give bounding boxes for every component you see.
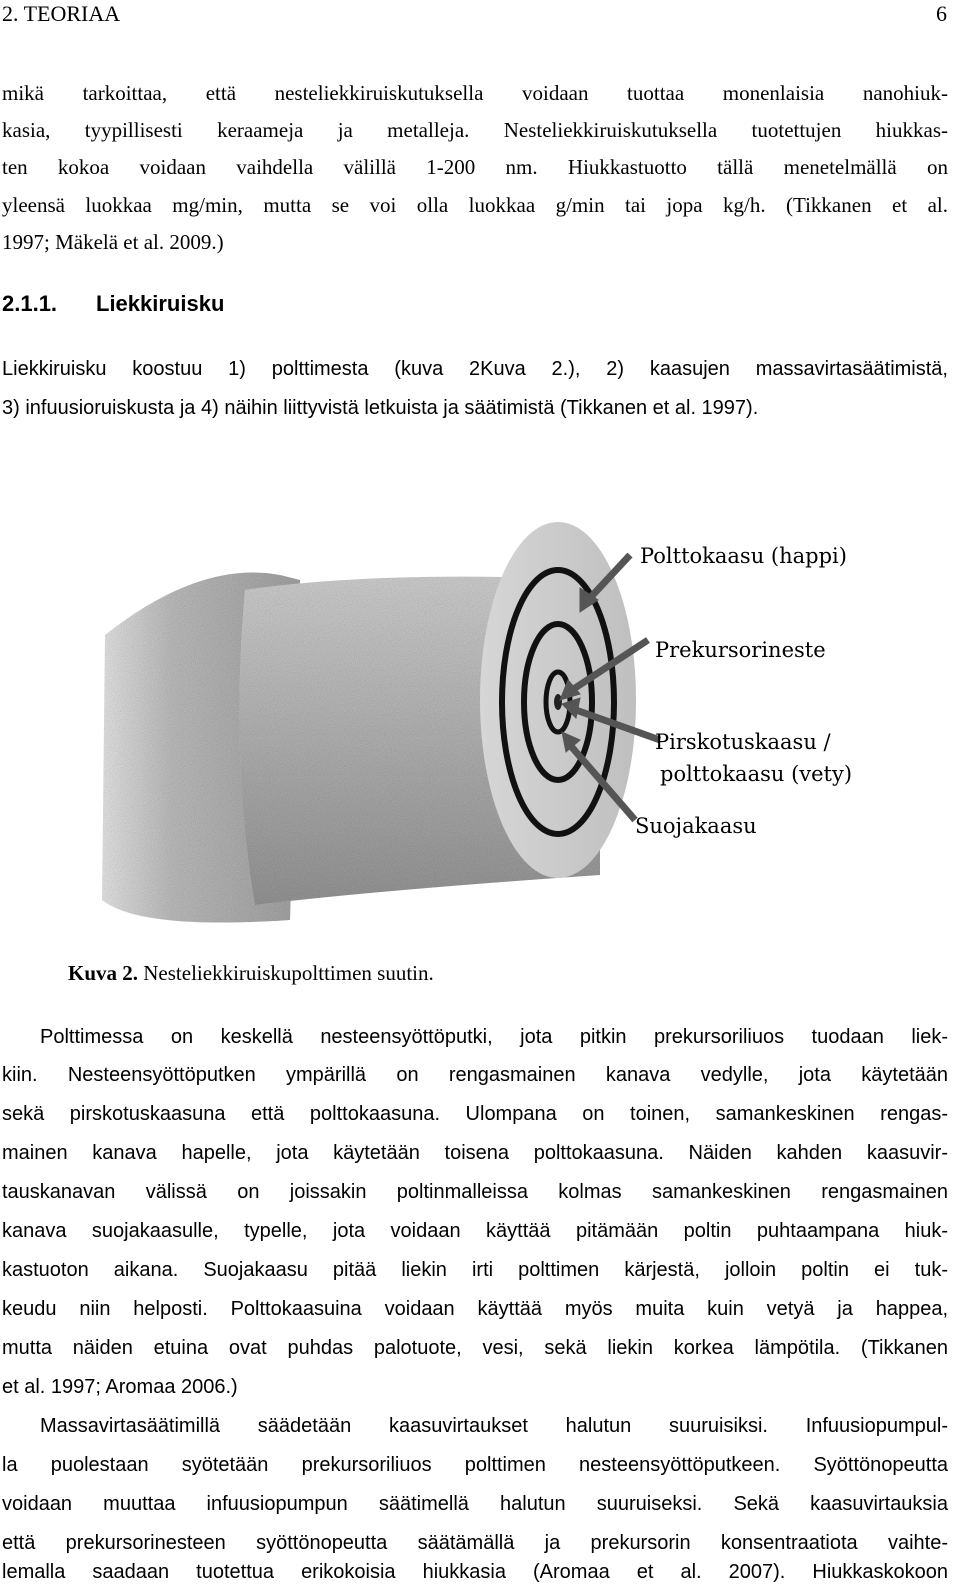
chapter-title: 2. TEORIAA — [2, 1, 121, 26]
label-suojakaasu: Suojakaasu — [635, 814, 757, 838]
paragraph-line: kastuoton aikana. Suojakaasu pitää liekin irti polttimen kärjestä, jolloin poltin ei tuk- — [2, 1259, 948, 1281]
paragraph-line: sekä pirskotuskaasuna että polttokaasuna. Ulompana on toinen, samankeskinen rengas- — [2, 1103, 948, 1125]
paragraph-line: 3) infuusioruiskusta ja 4) näihin liittyvistä letkuista ja säätimistä (Tikkanen et al. 1997). — [2, 397, 759, 419]
label-polttokaasu-happi: Polttokaasu (happi) — [640, 544, 847, 568]
paragraph-line: että prekursorinesteen syöttönopeutta säätämällä ja prekursorin konsentraatiota vaihte- — [2, 1532, 948, 1554]
section-title: Liekkiruisku — [96, 291, 225, 316]
figure-caption — [68, 960, 434, 986]
paragraph-line: la puolestaan syötetään prekursoriliuos polttimen nesteensyöttöputkeen. Syöttönopeutta — [2, 1454, 948, 1476]
paragraph-line: mikä tarkoittaa, että nesteliekkiruiskutuksella voidaan tuottaa monenlaisia nanohiuk- — [2, 81, 948, 105]
section-number: 2.1.1. — [2, 291, 58, 316]
running-header — [2, 0, 947, 28]
caption-label: Kuva 2. — [68, 961, 139, 985]
label-pirskotuskaasu: Pirskotuskaasu / — [655, 730, 831, 754]
paragraph-line: tauskanavan välissä on joissakin poltinmalleissa kolmas samankeskinen rengasmainen — [2, 1181, 948, 1203]
paragraph-line: voidaan muuttaa infuusiopumpun säätimellä halutun suuruiseksi. Sekä kaasuvirtauksia — [2, 1493, 948, 1515]
center-tube — [554, 694, 562, 710]
burner-nozzle-figure — [80, 520, 880, 940]
label-polttokaasu-vety: polttokaasu (vety) — [660, 762, 853, 786]
paragraph-line: Liekkiruisku koostuu 1) polttimesta (kuva 2Kuva 2.), 2) kaasujen massavirtasäätimistä, — [2, 358, 948, 380]
paragraph-line: mainen kanava hapelle, jota käytetään toisena polttokaasuna. Näiden kahden kaasuvir- — [2, 1142, 948, 1164]
paragraph-line: Polttimessa on keskellä nesteensyöttöputki, jota pitkin prekursoriliuos tuodaan liek- — [40, 1026, 948, 1048]
paragraph-line: lemalla saadaan tuotettua erikokoisia hiukkasia (Aromaa et al. 2007). Hiukkaskokoon — [2, 1561, 948, 1583]
caption-text: Nesteliekkiruiskupolttimen suutin. — [138, 961, 434, 985]
paragraph-line: 1997; Mäkelä et al. 2009.) — [2, 230, 224, 254]
page-number: 6 — [936, 1, 947, 26]
paragraph-line: mutta näiden etuina ovat puhdas palotuote, vesi, sekä liekin korkea lämpötila. (Tikkanen — [2, 1337, 948, 1359]
section-heading — [2, 290, 225, 318]
paragraph-line: keudu niin helposti. Polttokaasuina voidaan käyttää myös muita kuin vetyä ja happea, — [2, 1298, 948, 1320]
paragraph-line: kanava suojakaasulle, typelle, jota voidaan käyttää pitämään poltin puhtaampana hiuk- — [2, 1220, 948, 1242]
paragraph-line: et al. 1997; Aromaa 2006.) — [2, 1376, 238, 1398]
label-prekursorineste: Prekursorineste — [655, 638, 826, 662]
paragraph-line: yleensä luokkaa mg/min, mutta se voi olla luokkaa g/min tai jopa kg/h. (Tikkanen et al. — [2, 193, 948, 217]
paragraph-line: kasia, tyypillisesti keraameja ja metalleja. Nesteliekkiruiskutuksella tuotettujen hiukkas- — [2, 118, 948, 142]
paragraph-line: ten kokoa voidaan vaihdella välillä 1-200 nm. Hiukkastuotto tällä menetelmällä on — [2, 155, 948, 179]
paragraph-line: Massavirtasäätimillä säädetään kaasuvirtaukset halutun suuruisiksi. Infuusiopumpul- — [40, 1415, 948, 1437]
paragraph-line: kiin. Nesteensyöttöputken ympärillä on rengasmainen kanava vedylle, jota käytetään — [2, 1064, 948, 1086]
